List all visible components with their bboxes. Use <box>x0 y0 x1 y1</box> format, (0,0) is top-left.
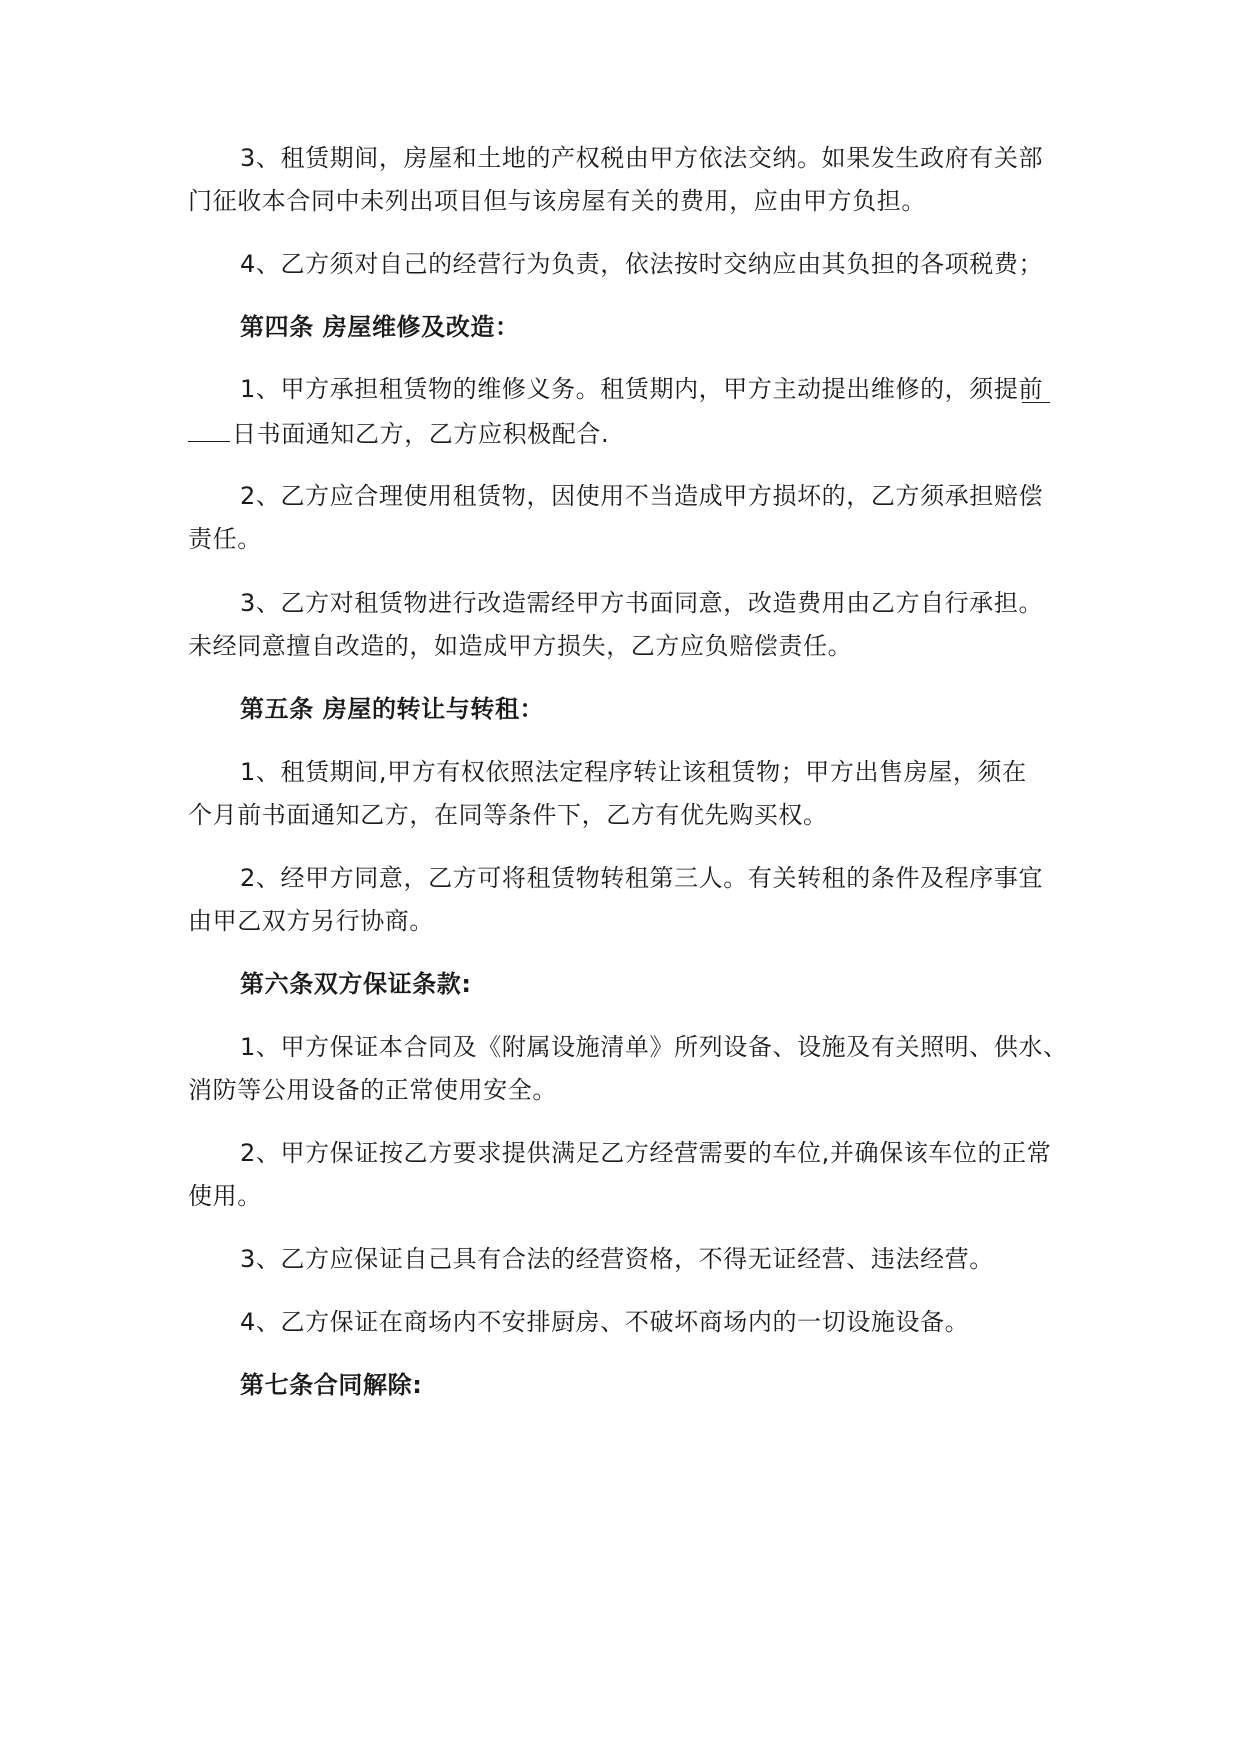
clause-6-3: 3、乙方应保证自己具有合法的经营资格，不得无证经营、违法经营。 <box>240 1245 994 1273</box>
clause-4-1-line-1-row <box>240 374 1043 404</box>
clause-4-2-line-1: 2、乙方应合理使用租赁物，因使用不当造成甲方损坏的，乙方须承担赔偿 <box>240 482 1044 510</box>
clause-4-3-line-1: 3、乙方对租赁物进行改造需经甲方书面同意，改造费用由乙方自行承担。 <box>240 589 1044 617</box>
clause-5-1-line-1: 1、租赁期间,甲方有权依照法定程序转让该租赁物；甲方出售房屋，须在 <box>240 758 1027 786</box>
clause-5-2-line-2: 由甲乙双方另行协商。 <box>188 907 434 935</box>
article-6-heading: 第六条双方保证条款: <box>240 970 472 998</box>
clause-5-2-line-1: 2、经甲方同意，乙方可将租赁物转租第三人。有关转租的条件及程序事宜 <box>240 864 1044 892</box>
clause-6-2-line-2: 使用。 <box>188 1182 262 1210</box>
clause-4-2-line-2: 责任。 <box>188 525 262 553</box>
clause-3-3-line-2: 门征收本合同中未列出项目但与该房屋有关的费用，应由甲方负担。 <box>188 187 926 215</box>
clause-4-1-line-2: 日书面通知乙方，乙方应积极配合. <box>232 420 610 448</box>
clause-4-1-line-2-row <box>188 417 609 449</box>
article-4-heading: 第四条 房屋维修及改造： <box>240 313 520 341</box>
clause-3-3-line-1: 3、租赁期间，房屋和土地的产权税由甲方依法交纳。如果发生政府有关部 <box>240 144 1044 172</box>
fill-in-blank-days-start <box>1022 378 1050 403</box>
clause-6-4: 4、乙方保证在商场内不安排厨房、不破坏商场内的一切设施设备。 <box>240 1308 970 1336</box>
clause-5-1-line-2: 个月前书面通知乙方，在同等条件下，乙方有优先购买权。 <box>188 801 828 829</box>
clause-4-1-line-1: 1、甲方承担租赁物的维修义务。租赁期内，甲方主动提出维修的，须提前 <box>240 375 1044 403</box>
clause-4-3-line-2: 未经同意擅自改造的，如造成甲方损失，乙方应负赔偿责任。 <box>188 632 853 660</box>
clause-6-2-line-1: 2、甲方保证按乙方要求提供满足乙方经营需要的车位,并确保该车位的正常 <box>240 1139 1052 1167</box>
article-5-heading: 第五条 房屋的转让与转租： <box>240 695 545 723</box>
clause-3-4: 4、乙方须对自己的经营行为负责，依法按时交纳应由其负担的各项税费； <box>240 250 1044 278</box>
fill-in-blank-days <box>188 417 230 442</box>
clause-6-1-line-2: 消防等公用设备的正常使用安全。 <box>188 1076 557 1104</box>
clause-6-1-line-1: 1、甲方保证本合同及《附属设施清单》所列设备、设施及有关照明、供水、 <box>240 1033 1068 1061</box>
article-7-heading: 第七条合同解除: <box>240 1371 423 1399</box>
